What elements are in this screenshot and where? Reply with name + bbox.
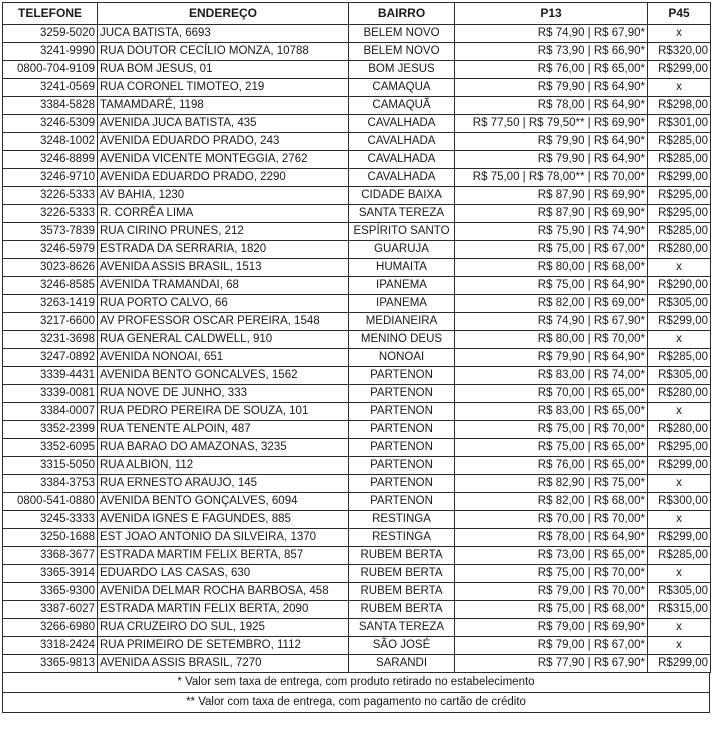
p13-price-cell: R$ 82,00 | R$ 69,00* bbox=[455, 295, 648, 313]
bairro-cell: PARTENON bbox=[349, 385, 455, 403]
p13-price-cell: R$ 75,00 | R$ 70,00* bbox=[455, 565, 648, 583]
p45-price-cell: R$295,00 bbox=[648, 187, 711, 205]
telefone-cell: 3217-6600 bbox=[3, 313, 98, 331]
table-row bbox=[3, 115, 711, 133]
p13-price-cell: R$ 79,90 | R$ 64,90* bbox=[455, 133, 648, 151]
endereco-cell: RUA CIRINO PRUNES, 212 bbox=[98, 223, 349, 241]
p13-price-cell: R$ 78,00 | R$ 64,90* bbox=[455, 97, 648, 115]
bairro-cell: MEDIANEIRA bbox=[349, 313, 455, 331]
header-p45: P45 bbox=[648, 3, 711, 25]
p13-price-cell: R$ 75,00 | R$ 65,00* bbox=[455, 439, 648, 457]
bairro-cell: BELEM NOVO bbox=[349, 25, 455, 43]
endereco-cell: EST JOAO ANTONIO DA SILVEIRA, 1370 bbox=[98, 529, 349, 547]
endereco-cell: EDUARDO LAS CASAS, 630 bbox=[98, 565, 349, 583]
telefone-cell: 3259-5020 bbox=[3, 25, 98, 43]
telefone-cell: 3231-3698 bbox=[3, 331, 98, 349]
table-row bbox=[3, 565, 711, 583]
bairro-cell: RUBEM BERTA bbox=[349, 547, 455, 565]
bairro-cell: NONOAI bbox=[349, 349, 455, 367]
bairro-cell: CIDADE BAIXA bbox=[349, 187, 455, 205]
bairro-cell: PARTENON bbox=[349, 439, 455, 457]
endereco-cell: AVENIDA EDUARDO PRADO, 243 bbox=[98, 133, 349, 151]
p13-price-cell: R$ 70,00 | R$ 70,00* bbox=[455, 511, 648, 529]
p45-price-cell: R$285,00 bbox=[648, 223, 711, 241]
table-row bbox=[3, 367, 711, 385]
table-row bbox=[3, 619, 711, 637]
header-telefone: TELEFONE bbox=[3, 3, 98, 25]
p45-price-cell: R$305,00 bbox=[648, 367, 711, 385]
endereco-cell: AVENIDA ASSIS BRASIL, 7270 bbox=[98, 655, 349, 673]
p45-price-cell: x bbox=[648, 259, 711, 277]
endereco-cell: RUA GENERAL CALDWELL, 910 bbox=[98, 331, 349, 349]
table-row bbox=[3, 205, 711, 223]
header-row bbox=[3, 3, 711, 25]
telefone-cell: 3023-8626 bbox=[3, 259, 98, 277]
p45-price-cell: x bbox=[648, 565, 711, 583]
bairro-cell: BOM JESUS bbox=[349, 61, 455, 79]
table-body bbox=[3, 25, 711, 673]
p13-price-cell: R$ 80,00 | R$ 68,00* bbox=[455, 259, 648, 277]
table-row bbox=[3, 601, 711, 619]
p13-price-cell: R$ 73,00 | R$ 65,00* bbox=[455, 547, 648, 565]
table-row bbox=[3, 259, 711, 277]
p13-price-cell: R$ 79,90 | R$ 64,90* bbox=[455, 151, 648, 169]
bairro-cell: IPANEMA bbox=[349, 277, 455, 295]
endereco-cell: ESTRADA DA SERRARIA, 1820 bbox=[98, 241, 349, 259]
table-row bbox=[3, 421, 711, 439]
endereco-cell: AVENIDA ASSIS BRASIL, 1513 bbox=[98, 259, 349, 277]
p13-price-cell: R$ 73,90 | R$ 66,90* bbox=[455, 43, 648, 61]
telefone-cell: 3339-4431 bbox=[3, 367, 98, 385]
endereco-cell: RUA DOUTOR CECÍLIO MONZA, 10788 bbox=[98, 43, 349, 61]
telefone-cell: 3226-5333 bbox=[3, 187, 98, 205]
table-row bbox=[3, 151, 711, 169]
p45-price-cell: R$305,00 bbox=[648, 295, 711, 313]
table-row bbox=[3, 295, 711, 313]
table-row bbox=[3, 583, 711, 601]
bairro-cell: SANTA TEREZA bbox=[349, 619, 455, 637]
p13-price-cell: R$ 79,90 | R$ 64,90* bbox=[455, 349, 648, 367]
telefone-cell: 3352-2399 bbox=[3, 421, 98, 439]
endereco-cell: AVENIDA BENTO GONÇALVES, 6094 bbox=[98, 493, 349, 511]
p45-price-cell: x bbox=[648, 637, 711, 655]
p13-price-cell: R$ 77,50 | R$ 79,50** | R$ 69,90* bbox=[455, 115, 648, 133]
p13-price-cell: R$ 79,90 | R$ 64,90* bbox=[455, 79, 648, 97]
p13-price-cell: R$ 77,90 | R$ 67,90* bbox=[455, 655, 648, 673]
p45-price-cell: x bbox=[648, 25, 711, 43]
table-row bbox=[3, 331, 711, 349]
p13-price-cell: R$ 79,00 | R$ 70,00* bbox=[455, 583, 648, 601]
table-row bbox=[3, 511, 711, 529]
table-row bbox=[3, 475, 711, 493]
table-row bbox=[3, 223, 711, 241]
table-row bbox=[3, 25, 711, 43]
p45-price-cell: R$305,00 bbox=[648, 583, 711, 601]
p45-price-cell: R$299,00 bbox=[648, 169, 711, 187]
bairro-cell: PARTENON bbox=[349, 475, 455, 493]
p45-price-cell: x bbox=[648, 511, 711, 529]
table-row bbox=[3, 529, 711, 547]
header-endereco: ENDEREÇO bbox=[98, 3, 349, 25]
telefone-cell: 3573-7839 bbox=[3, 223, 98, 241]
bairro-cell: CAVALHADA bbox=[349, 169, 455, 187]
p13-price-cell: R$ 82,00 | R$ 68,00* bbox=[455, 493, 648, 511]
telefone-cell: 3246-9710 bbox=[3, 169, 98, 187]
p45-price-cell: x bbox=[648, 475, 711, 493]
telefone-cell: 3339-0081 bbox=[3, 385, 98, 403]
table-row bbox=[3, 169, 711, 187]
p13-price-cell: R$ 82,90 | R$ 75,00* bbox=[455, 475, 648, 493]
bairro-cell: CAVALHADA bbox=[349, 151, 455, 169]
p13-price-cell: R$ 83,00 | R$ 74,00* bbox=[455, 367, 648, 385]
endereco-cell: RUA TENENTE ALPOIN, 487 bbox=[98, 421, 349, 439]
telefone-cell: 3368-3677 bbox=[3, 547, 98, 565]
bairro-cell: SARANDI bbox=[349, 655, 455, 673]
footnote-pickup: * Valor sem taxa de entrega, com produto retirado no estabelecimento bbox=[177, 676, 535, 688]
p45-price-cell: R$280,00 bbox=[648, 241, 711, 259]
p45-price-cell: R$299,00 bbox=[648, 529, 711, 547]
p45-price-cell: R$285,00 bbox=[648, 349, 711, 367]
bairro-cell: PARTENON bbox=[349, 403, 455, 421]
bairro-cell: PARTENON bbox=[349, 367, 455, 385]
p45-price-cell: R$299,00 bbox=[648, 61, 711, 79]
bairro-cell: CAMAQUA bbox=[349, 79, 455, 97]
bairro-cell: PARTENON bbox=[349, 421, 455, 439]
p45-price-cell: R$285,00 bbox=[648, 151, 711, 169]
bairro-cell: RESTINGA bbox=[349, 529, 455, 547]
telefone-cell: 0800-541-0880 bbox=[3, 493, 98, 511]
p45-price-cell: R$285,00 bbox=[648, 133, 711, 151]
p13-price-cell: R$ 74,90 | R$ 67,90* bbox=[455, 313, 648, 331]
endereco-cell: RUA PRIMEIRO DE SETEMBRO, 1112 bbox=[98, 637, 349, 655]
table-row bbox=[3, 457, 711, 475]
telefone-cell: 3246-8899 bbox=[3, 151, 98, 169]
bairro-cell: PARTENON bbox=[349, 493, 455, 511]
telefone-cell: 3365-3914 bbox=[3, 565, 98, 583]
header-p13: P13 bbox=[455, 3, 648, 25]
gas-price-table bbox=[2, 2, 711, 673]
telefone-cell: 3246-8585 bbox=[3, 277, 98, 295]
table-row bbox=[3, 547, 711, 565]
p45-price-cell: R$299,00 bbox=[648, 313, 711, 331]
telefone-cell: 3384-3753 bbox=[3, 475, 98, 493]
header-bairro: BAIRRO bbox=[349, 3, 455, 25]
p13-price-cell: R$ 75,90 | R$ 74,90* bbox=[455, 223, 648, 241]
endereco-cell: ESTRADA MARTIN FELIX BERTA, 2090 bbox=[98, 601, 349, 619]
table-row bbox=[3, 43, 711, 61]
p45-price-cell: R$298,00 bbox=[648, 97, 711, 115]
endereco-cell: RUA CORONEL TIMOTEO, 219 bbox=[98, 79, 349, 97]
bairro-cell: RUBEM BERTA bbox=[349, 565, 455, 583]
table-row bbox=[3, 637, 711, 655]
p45-price-cell: R$280,00 bbox=[648, 421, 711, 439]
bairro-cell: CAMAQUÃ bbox=[349, 97, 455, 115]
bairro-cell: IPANEMA bbox=[349, 295, 455, 313]
table-row bbox=[3, 349, 711, 367]
table-row bbox=[3, 133, 711, 151]
telefone-cell: 3384-5828 bbox=[3, 97, 98, 115]
endereco-cell: RUA BARAO DO AMAZONAS, 3235 bbox=[98, 439, 349, 457]
bairro-cell: CAVALHADA bbox=[349, 133, 455, 151]
bairro-cell: HUMAITA bbox=[349, 259, 455, 277]
bairro-cell: CAVALHADA bbox=[349, 115, 455, 133]
telefone-cell: 3352-6095 bbox=[3, 439, 98, 457]
table-row bbox=[3, 97, 711, 115]
table-row bbox=[3, 655, 711, 673]
p13-price-cell: R$ 70,00 | R$ 65,00* bbox=[455, 385, 648, 403]
p13-price-cell: R$ 83,00 | R$ 65,00* bbox=[455, 403, 648, 421]
p45-price-cell: x bbox=[648, 403, 711, 421]
p13-price-cell: R$ 87,90 | R$ 69,90* bbox=[455, 187, 648, 205]
p45-price-cell: R$295,00 bbox=[648, 205, 711, 223]
p13-price-cell: R$ 75,00 | R$ 67,00* bbox=[455, 241, 648, 259]
telefone-cell: 3245-3333 bbox=[3, 511, 98, 529]
bairro-cell: GUARUJA bbox=[349, 241, 455, 259]
p45-price-cell: R$300,00 bbox=[648, 493, 711, 511]
footnote-delivery: ** Valor com taxa de entrega, com pagamento no cartão de crédito bbox=[3, 692, 709, 712]
table-row bbox=[3, 79, 711, 97]
bairro-cell: BELEM NOVO bbox=[349, 43, 455, 61]
p13-price-cell: R$ 75,00 | R$ 78,00** | R$ 70,00* bbox=[455, 169, 648, 187]
bairro-cell: RESTINGA bbox=[349, 511, 455, 529]
table-row bbox=[3, 241, 711, 259]
telefone-cell: 3226-5333 bbox=[3, 205, 98, 223]
endereco-cell: R. CORRÊA LIMA bbox=[98, 205, 349, 223]
p45-price-cell: R$295,00 bbox=[648, 439, 711, 457]
table-row bbox=[3, 439, 711, 457]
bairro-cell: SÃO JOSÉ bbox=[349, 637, 455, 655]
p45-price-cell: x bbox=[648, 619, 711, 637]
p45-price-cell: x bbox=[648, 79, 711, 97]
table-row bbox=[3, 277, 711, 295]
endereco-cell: AVENIDA VICENTE MONTEGGIA, 2762 bbox=[98, 151, 349, 169]
bairro-cell: SANTA TEREZA bbox=[349, 205, 455, 223]
endereco-cell: AVENIDA IGNES E FAGUNDES, 885 bbox=[98, 511, 349, 529]
p13-price-cell: R$ 75,00 | R$ 68,00* bbox=[455, 601, 648, 619]
telefone-cell: 3266-6980 bbox=[3, 619, 98, 637]
telefone-cell: 3241-0569 bbox=[3, 79, 98, 97]
endereco-cell: AVENIDA JUCA BATISTA, 435 bbox=[98, 115, 349, 133]
table-row bbox=[3, 403, 711, 421]
p45-price-cell: R$320,00 bbox=[648, 43, 711, 61]
p13-price-cell: R$ 74,90 | R$ 67,90* bbox=[455, 25, 648, 43]
p13-price-cell: R$ 76,00 | R$ 65,00* bbox=[455, 457, 648, 475]
endereco-cell: ESTRADA MARTIM FELIX BERTA, 857 bbox=[98, 547, 349, 565]
p45-price-cell: R$299,00 bbox=[648, 457, 711, 475]
telefone-cell: 3250-1688 bbox=[3, 529, 98, 547]
bairro-cell: PARTENON bbox=[349, 457, 455, 475]
telefone-cell: 3246-5309 bbox=[3, 115, 98, 133]
p13-price-cell: R$ 79,00 | R$ 69,90* bbox=[455, 619, 648, 637]
endereco-cell: RUA NOVE DE JUNHO, 333 bbox=[98, 385, 349, 403]
endereco-cell: RUA BOM JESUS, 01 bbox=[98, 61, 349, 79]
endereco-cell: RUA PEDRO PEREIRA DE SOUZA, 101 bbox=[98, 403, 349, 421]
p13-price-cell: R$ 87,90 | R$ 69,90* bbox=[455, 205, 648, 223]
table-row bbox=[3, 187, 711, 205]
telefone-cell: 3241-9990 bbox=[3, 43, 98, 61]
table-row bbox=[3, 385, 711, 403]
p13-price-cell: R$ 79,00 | R$ 67,00* bbox=[455, 637, 648, 655]
endereco-cell: TAMAMDARÉ, 1198 bbox=[98, 97, 349, 115]
table-row bbox=[3, 61, 711, 79]
telefone-cell: 3247-0892 bbox=[3, 349, 98, 367]
p13-price-cell: R$ 76,00 | R$ 65,00* bbox=[455, 61, 648, 79]
bairro-cell: ESPÍRITO SANTO bbox=[349, 223, 455, 241]
telefone-cell: 3315-5050 bbox=[3, 457, 98, 475]
price-sheet bbox=[2, 2, 710, 713]
p45-price-cell: R$285,00 bbox=[648, 547, 711, 565]
p45-price-cell: R$299,00 bbox=[648, 655, 711, 673]
endereco-cell: AVENIDA DELMAR ROCHA BARBOSA, 458 bbox=[98, 583, 349, 601]
telefone-cell: 0800-704-9109 bbox=[3, 61, 98, 79]
footnotes bbox=[2, 673, 710, 713]
p13-price-cell: R$ 75,00 | R$ 70,00* bbox=[455, 421, 648, 439]
endereco-cell: AV BAHIA, 1230 bbox=[98, 187, 349, 205]
p45-price-cell: R$301,00 bbox=[648, 115, 711, 133]
endereco-cell: RUA ALBION, 112 bbox=[98, 457, 349, 475]
telefone-cell: 3384-0007 bbox=[3, 403, 98, 421]
telefone-cell: 3248-1002 bbox=[3, 133, 98, 151]
endereco-cell: AVENIDA EDUARDO PRADO, 2290 bbox=[98, 169, 349, 187]
endereco-cell: RUA PORTO CALVO, 66 bbox=[98, 295, 349, 313]
telefone-cell: 3246-5979 bbox=[3, 241, 98, 259]
telefone-cell: 3387-6027 bbox=[3, 601, 98, 619]
p45-price-cell: x bbox=[648, 331, 711, 349]
table-row bbox=[3, 313, 711, 331]
p13-price-cell: R$ 75,00 | R$ 64,90* bbox=[455, 277, 648, 295]
p13-price-cell: R$ 78,00 | R$ 64,90* bbox=[455, 529, 648, 547]
p45-price-cell: R$280,00 bbox=[648, 385, 711, 403]
p45-price-cell: R$290,00 bbox=[648, 277, 711, 295]
telefone-cell: 3263-1419 bbox=[3, 295, 98, 313]
telefone-cell: 3365-9813 bbox=[3, 655, 98, 673]
telefone-cell: 3318-2424 bbox=[3, 637, 98, 655]
endereco-cell: AVENIDA NONOAI, 651 bbox=[98, 349, 349, 367]
endereco-cell: RUA CRUZEIRO DO SUL, 1925 bbox=[98, 619, 349, 637]
bairro-cell: RUBEM BERTA bbox=[349, 583, 455, 601]
endereco-cell: AVENIDA BENTO GONCALVES, 1562 bbox=[98, 367, 349, 385]
endereco-cell: RUA ERNESTO ARAUJO, 145 bbox=[98, 475, 349, 493]
telefone-cell: 3365-9300 bbox=[3, 583, 98, 601]
table-row bbox=[3, 493, 711, 511]
p45-price-cell: R$315,00 bbox=[648, 601, 711, 619]
endereco-cell: AVENIDA TRAMANDAI, 68 bbox=[98, 277, 349, 295]
endereco-cell: JUCA BATISTA, 6693 bbox=[98, 25, 349, 43]
p13-price-cell: R$ 80,00 | R$ 70,00* bbox=[455, 331, 648, 349]
bairro-cell: MENINO DEUS bbox=[349, 331, 455, 349]
bairro-cell: RUBEM BERTA bbox=[349, 601, 455, 619]
endereco-cell: AV PROFESSOR OSCAR PEREIRA, 1548 bbox=[98, 313, 349, 331]
